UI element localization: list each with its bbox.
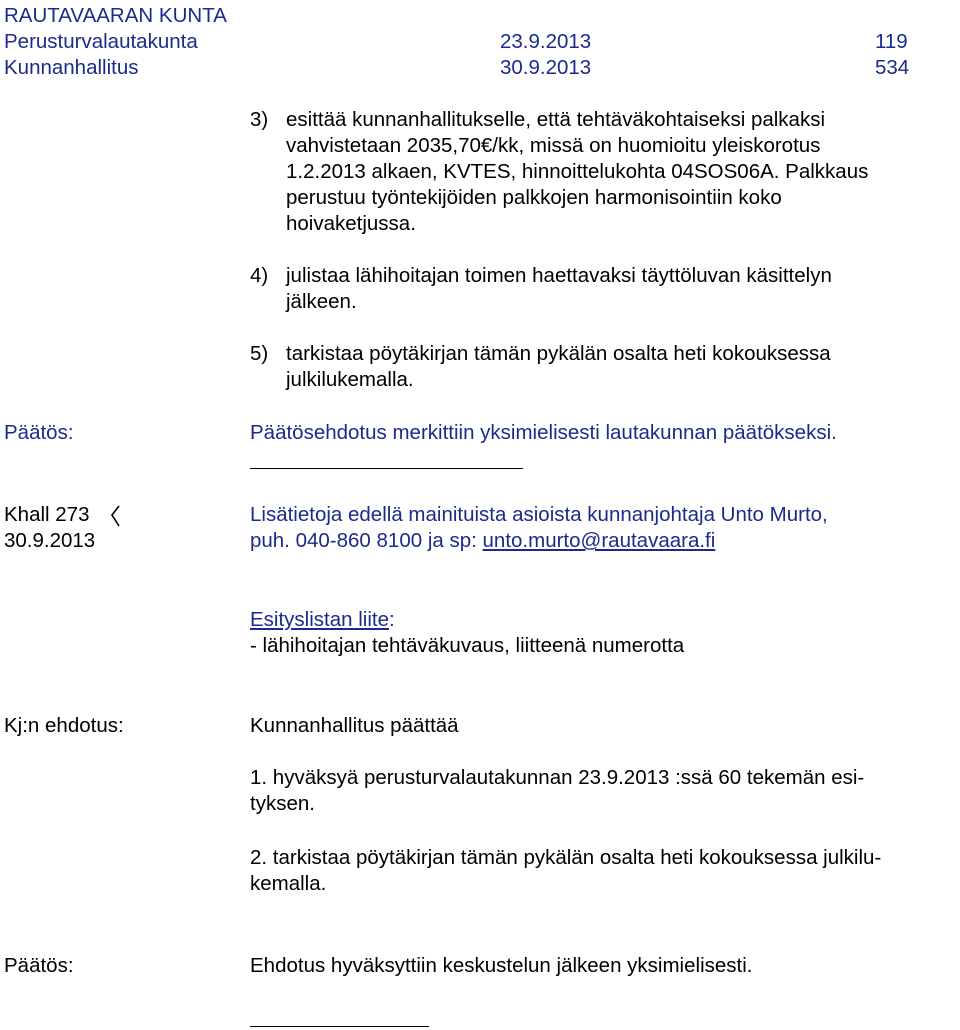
header-body-1: Perusturvalautakunta (4, 30, 198, 53)
item-3-line-5: hoivaketjussa. (286, 212, 416, 235)
header-body-2: Kunnanhallitus (4, 56, 139, 79)
info-line-1: Lisätietoja edellä mainituista asioista kunnanjohtaja Unto Murto, (250, 503, 828, 526)
item-number-5: 5) (250, 342, 269, 365)
khall-date: 30.9.2013 (4, 529, 96, 552)
item-3-line-4: perustuu työntekijöiden palkkojen harmonisointiin koko (286, 186, 782, 209)
attachment-label: Esityslistan liite (250, 608, 389, 631)
header-date-2: 30.9.2013 (500, 56, 592, 79)
info-contact-prefix: puh. 040-860 8100 ja sp: (250, 529, 483, 552)
header-page-2: 534 (875, 56, 910, 79)
item-4-line-2: jälkeen. (286, 290, 357, 313)
kj-item-2-line-2: kemalla. (250, 872, 327, 895)
item-3-line-3: 1.2.2013 alkaen, KVTES, hinnoittelukohta 04SOS06A. Palkkaus (286, 160, 869, 183)
item-4-line-1: julistaa lähihoitajan toimen haettavaksi täyttöluvan käsittelyn (286, 264, 832, 287)
attachment-heading (250, 607, 395, 633)
item-number-4: 4) (250, 264, 269, 287)
decision-2-text: Ehdotus hyväksyttiin keskustelun jälkeen yksimielisesti. (250, 954, 753, 977)
kj-item-1-line-1: 1. hyväksyä perusturvalautakunnan 23.9.2013 :ssä 60 tekemän esi- (250, 766, 865, 789)
item-5-line-1: tarkistaa pöytäkirjan tämän pykälän osalta heti kokouksessa (286, 342, 831, 365)
header-page-1: 119 (875, 30, 908, 53)
attachment-item: - lähihoitajan tehtäväkuvaus, liitteenä numerotta (250, 634, 685, 657)
khall-reference: Khall 273 (4, 503, 90, 526)
kj-item-2-line-1: 2. tarkistaa pöytäkirjan tämän pykälän osalta heti kokouksessa julkilu- (250, 846, 882, 869)
kj-proposal-label: Kj:n ehdotus: (4, 714, 124, 737)
kj-item-1-line-2: tyksen. (250, 792, 315, 815)
bracket-hook-icon (110, 505, 120, 527)
info-line-2 (250, 528, 715, 554)
email-link[interactable]: unto.murto@rautavaara.fi (482, 529, 716, 552)
separator-rule (250, 468, 523, 469)
decision-label: Päätös: (4, 421, 74, 444)
item-number-3: 3) (250, 108, 269, 131)
header-date-1: 23.9.2013 (500, 30, 592, 53)
item-3-line-2: vahvistetaan 2035,70€/kk, missä on huomioitu yleiskorotus (286, 134, 821, 157)
bottom-rule (250, 1026, 429, 1027)
decision-text: Päätösehdotus merkittiin yksimielisesti lautakunnan päätökseksi. (250, 421, 837, 444)
org-name: RAUTAVAARAN KUNTA (4, 4, 227, 27)
item-3-line-1: esittää kunnanhallitukselle, että tehtäväkohtaiseksi palkaksi (286, 108, 826, 131)
item-5-line-2: julkilukemalla. (286, 368, 414, 391)
kj-proposal-intro: Kunnanhallitus päättää (250, 714, 459, 737)
attachment-colon: : (389, 608, 395, 631)
decision-2-label: Päätös: (4, 954, 74, 977)
